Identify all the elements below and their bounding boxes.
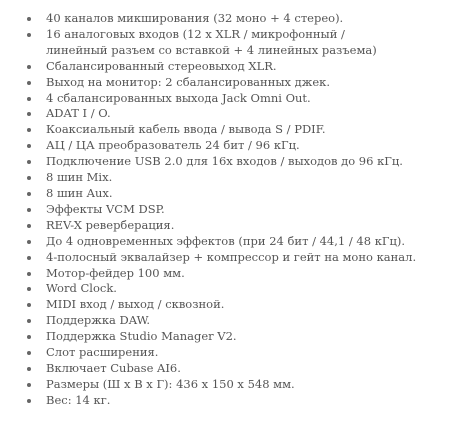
spec-text: 4-полосный эквалайзер + компрессор и гейт на моно канал. <box>46 249 417 264</box>
bullet-icon <box>27 240 31 244</box>
bullet-icon <box>27 351 31 355</box>
spec-item <box>0 75 459 91</box>
spec-text: ADAT I / O. <box>46 106 111 121</box>
spec-item <box>0 297 459 313</box>
bullet-icon <box>27 256 31 260</box>
spec-text: Эффекты VCM DSP. <box>46 201 165 216</box>
spec-text: Поддержка Studio Manager V2. <box>46 329 237 344</box>
spec-text: 4 сбалансированных выхода Jack Omni Out. <box>46 90 311 105</box>
bullet-icon <box>27 208 31 212</box>
spec-item <box>0 393 459 409</box>
spec-item <box>0 329 459 345</box>
spec-text: Размеры (Ш х В х Г): 436 x 150 x 548 мм. <box>46 376 295 391</box>
spec-text: линейный разъем со вставкой + 4 линейных разъема) <box>46 42 377 57</box>
spec-text: АЦ / ЦА преобразователь 24 бит / 96 кГц. <box>46 138 300 153</box>
spec-text: 40 каналов микширования (32 моно + 4 стерео). <box>46 11 344 25</box>
spec-item <box>0 266 459 282</box>
spec-item <box>0 202 459 218</box>
bullet-icon <box>27 192 31 196</box>
bullet-icon <box>27 399 31 403</box>
spec-text: REV-X реверберация. <box>46 217 175 232</box>
spec-item <box>0 281 459 297</box>
spec-text: Вес: 14 кг. <box>46 392 111 407</box>
spec-item <box>0 234 459 250</box>
spec-list <box>0 11 459 409</box>
spec-text: MIDI вход / выход / сквозной. <box>46 297 225 312</box>
bullet-icon <box>27 17 31 21</box>
bullet-icon <box>27 128 31 132</box>
spec-item <box>0 345 459 361</box>
spec-text: Подключение USB 2.0 для 16х входов / выходов до 96 кГц. <box>46 154 403 169</box>
spec-item <box>0 154 459 170</box>
spec-text: 8 шин Mix. <box>46 170 113 185</box>
spec-text: Поддержка DAW. <box>46 313 151 328</box>
spec-item <box>0 361 459 377</box>
bullet-icon <box>27 367 31 371</box>
spec-text: 16 аналоговых входов (12 x XLR / микрофонный / <box>46 26 345 41</box>
spec-text: 8 шин Aux. <box>46 185 113 200</box>
bullet-icon <box>27 224 31 228</box>
spec-item <box>0 11 459 27</box>
bullet-icon <box>27 287 31 291</box>
bullet-icon <box>27 176 31 180</box>
spec-text: Word Clock. <box>46 281 117 296</box>
spec-item <box>0 186 459 202</box>
spec-text: До 4 одновременных эффектов (при 24 бит / 44,1 / 48 кГц). <box>46 233 406 248</box>
spec-item <box>0 138 459 154</box>
bullet-icon <box>27 97 31 101</box>
bullet-icon <box>27 144 31 148</box>
spec-item <box>0 27 459 59</box>
bullet-icon <box>27 33 31 37</box>
spec-text: Выход на монитор: 2 сбалансированных джек. <box>46 74 330 89</box>
spec-text: Слот расширения. <box>46 345 159 360</box>
spec-item <box>0 91 459 107</box>
spec-item <box>0 122 459 138</box>
spec-item <box>0 218 459 234</box>
spec-item <box>0 170 459 186</box>
bullet-icon <box>27 160 31 164</box>
spec-item <box>0 106 459 122</box>
spec-item <box>0 377 459 393</box>
bullet-icon <box>27 335 31 339</box>
spec-text: Сбалансированный стереовыход XLR. <box>46 58 277 73</box>
bullet-icon <box>27 65 31 69</box>
spec-text: Коаксиальный кабель ввода / вывода S / PDIF. <box>46 122 326 137</box>
spec-item <box>0 59 459 75</box>
bullet-icon <box>27 112 31 116</box>
spec-item <box>0 250 459 266</box>
spec-item <box>0 313 459 329</box>
spec-text: Включает Cubase AI6. <box>46 360 181 375</box>
spec-text: Мотор-фейдер 100 мм. <box>46 265 185 280</box>
bullet-icon <box>27 383 31 387</box>
bullet-icon <box>27 303 31 307</box>
bullet-icon <box>27 319 31 323</box>
bullet-icon <box>27 272 31 276</box>
bullet-icon <box>27 81 31 85</box>
